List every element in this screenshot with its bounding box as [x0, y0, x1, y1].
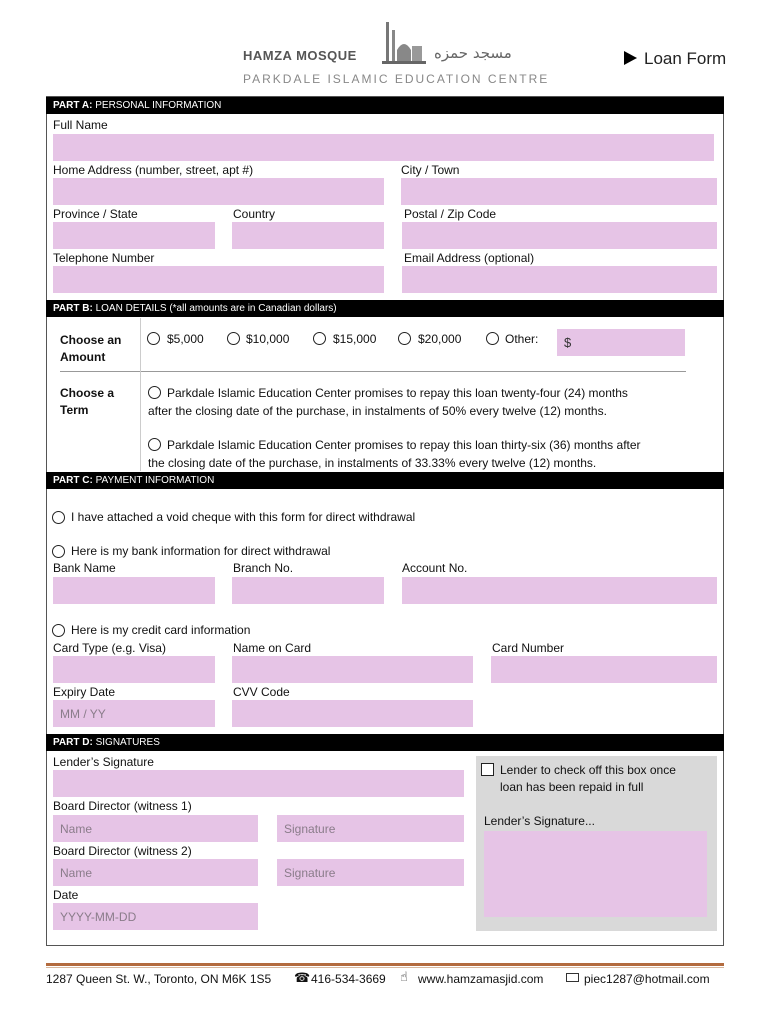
footer-rule-thin [46, 967, 724, 968]
city-field[interactable] [401, 178, 717, 205]
credit-card-radio[interactable] [52, 624, 65, 637]
play-icon [624, 51, 637, 65]
part-b-vertical-line [140, 318, 141, 471]
phone-icon: ☎ [294, 970, 311, 985]
bank-name-field[interactable] [53, 577, 215, 604]
amount-option-other: Other: [505, 332, 539, 346]
lender-signature-label: Lender’s Signature [53, 755, 154, 769]
lender-signature-field[interactable] [53, 770, 464, 797]
amount-option-15000: $15,000 [333, 332, 377, 346]
country-field[interactable] [232, 222, 384, 249]
mosque-logo [382, 20, 426, 64]
amount-option-5000: $5,000 [167, 332, 204, 346]
full-name-field[interactable] [53, 134, 714, 161]
footer-website[interactable]: www.hamzamasjid.com [418, 972, 544, 986]
term-option-24-months: Parkdale Islamic Education Center promises to repay this loan twenty-four (24) months after the closing date of the purchase, in instalments of 50% every twelve (12) months. [148, 386, 628, 418]
witness2-label: Board Director (witness 2) [53, 844, 192, 858]
postal-field[interactable] [402, 222, 717, 249]
name-on-card-label: Name on Card [233, 641, 312, 655]
card-number-label: Card Number [492, 641, 565, 655]
term-option-36-months: Parkdale Islamic Education Center promises to repay this loan thirty-six (36) months after the closing date of the purchase, in instalments of 33.33% every twelve (12) months. [148, 438, 641, 470]
amount-label-line2: Amount [60, 350, 106, 364]
witness2-name-field[interactable] [53, 859, 258, 886]
part-b-divider [60, 371, 686, 372]
witness1-label: Board Director (witness 1) [53, 799, 192, 813]
amount-radio-5000[interactable] [147, 332, 160, 345]
repaid-note-line1: Lender to check off this box once [500, 763, 676, 777]
org-name-ar: مسجد حمزه [434, 44, 512, 62]
pointer-icon: ☝ [400, 969, 408, 984]
amount-option-10000: $10,000 [246, 332, 290, 346]
home-address-label: Home Address (number, street, apt #) [53, 163, 254, 177]
cvv-label: CVV Code [233, 685, 290, 699]
term-label-line2: Term [60, 403, 89, 417]
bank-info-label: Here is my bank information for direct withdrawal [71, 544, 331, 558]
void-cheque-label: I have attached a void cheque with this form for direct withdrawal [71, 510, 416, 524]
province-label: Province / State [53, 207, 138, 221]
amount-label-line1: Choose an [60, 333, 122, 347]
part-d-header: PART D: SIGNATURES [46, 734, 724, 751]
date-label: Date [53, 888, 79, 902]
dollar-prefix: $ [564, 335, 572, 350]
card-type-field[interactable] [53, 656, 215, 683]
province-field[interactable] [53, 222, 215, 249]
term-label-line1: Choose a [60, 386, 115, 400]
full-name-label: Full Name [53, 118, 108, 132]
credit-card-label: Here is my credit card information [71, 623, 251, 637]
part-a-header: PART A: PERSONAL INFORMATION [46, 97, 724, 114]
mail-icon [566, 973, 579, 982]
amount-radio-other[interactable] [486, 332, 499, 345]
repaid-note-line2: loan has been repaid in full [500, 780, 644, 794]
date-field[interactable] [53, 903, 258, 930]
bank-name-label: Bank Name [53, 561, 116, 575]
footer-address: 1287 Queen St. W., Toronto, ON M6K 1S5 [46, 972, 272, 986]
telephone-label: Telephone Number [53, 251, 155, 265]
amount-radio-10000[interactable] [227, 332, 240, 345]
country-label: Country [233, 207, 276, 221]
part-b-header: PART B: LOAN DETAILS (*all amounts are in Canadian dollars) [46, 300, 724, 317]
part-c-header: PART C: PAYMENT INFORMATION [46, 472, 724, 489]
org-subtitle: PARKDALE ISLAMIC EDUCATION CENTRE [243, 72, 550, 86]
expiry-label: Expiry Date [53, 685, 116, 699]
branch-field[interactable] [232, 577, 384, 604]
city-label: City / Town [401, 163, 460, 177]
amount-radio-20000[interactable] [398, 332, 411, 345]
footer-email[interactable]: piec1287@hotmail.com [584, 972, 710, 986]
other-amount-field[interactable] [557, 329, 685, 356]
email-label: Email Address (optional) [404, 251, 535, 265]
account-field[interactable] [402, 577, 717, 604]
cvv-field[interactable] [232, 700, 473, 727]
witness1-signature-field[interactable] [277, 815, 464, 842]
bank-info-radio[interactable] [52, 545, 65, 558]
amount-option-20000: $20,000 [418, 332, 462, 346]
repaid-panel [476, 756, 717, 931]
org-name-en: HAMZA MOSQUE [243, 48, 357, 63]
email-field[interactable] [402, 266, 717, 293]
name-on-card-field[interactable] [232, 656, 473, 683]
expiry-field[interactable] [53, 700, 215, 727]
home-address-field[interactable] [53, 178, 384, 205]
amount-radio-15000[interactable] [313, 332, 326, 345]
card-number-field[interactable] [491, 656, 717, 683]
card-type-label: Card Type (e.g. Visa) [53, 641, 166, 655]
witness1-name-field[interactable] [53, 815, 258, 842]
repaid-signature-label: Lender’s Signature... [484, 814, 595, 828]
footer-phone: 416-534-3669 [311, 972, 386, 986]
postal-label: Postal / Zip Code [404, 207, 497, 221]
witness2-signature-field[interactable] [277, 859, 464, 886]
footer-rule [46, 963, 724, 966]
form-title: Loan Form [644, 49, 727, 68]
void-cheque-radio[interactable] [52, 511, 65, 524]
repaid-checkbox[interactable] [481, 763, 494, 776]
repaid-signature-field[interactable] [484, 831, 707, 917]
account-label: Account No. [402, 561, 468, 575]
branch-label: Branch No. [233, 561, 294, 575]
telephone-field[interactable] [53, 266, 384, 293]
